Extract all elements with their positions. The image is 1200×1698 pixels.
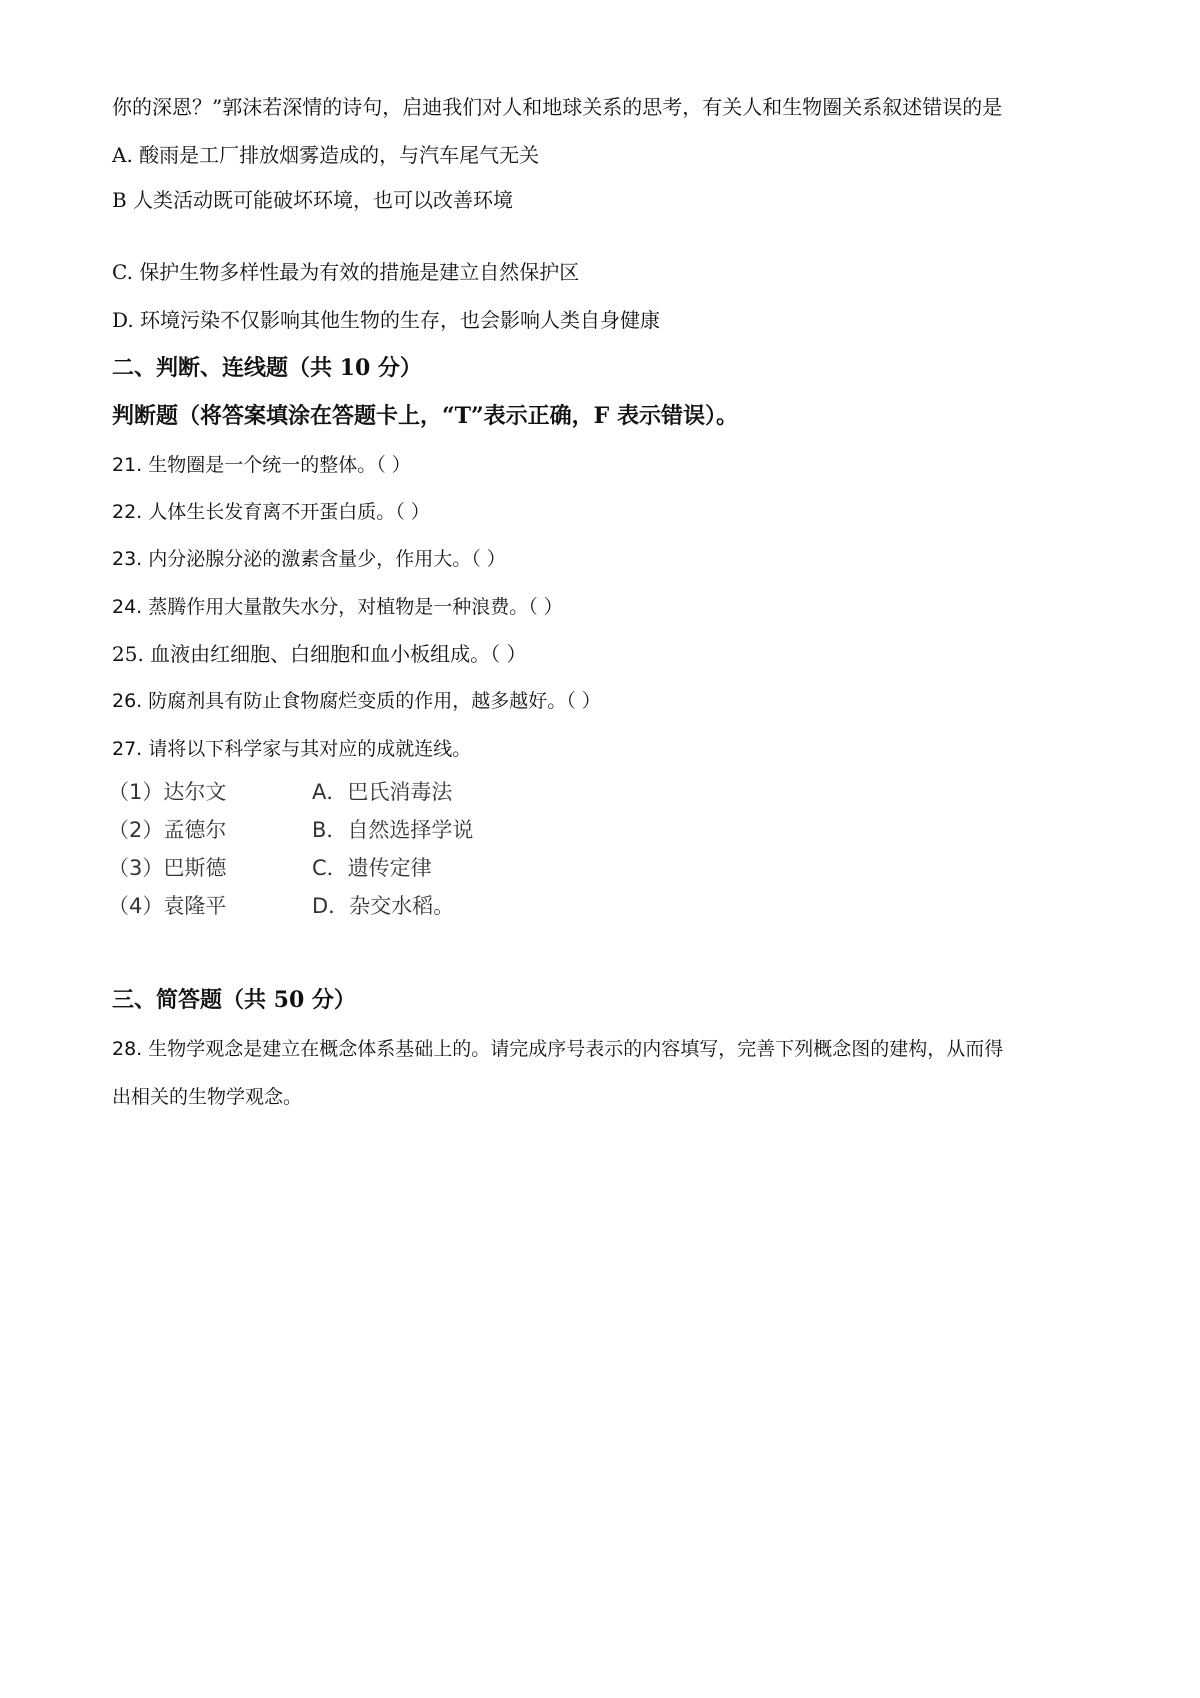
achievement-a: A．巴氏消毒法 [312,780,453,804]
question-20-option-a: A. 酸雨是工厂排放烟雾造成的，与汽车尾气无关 [112,143,540,167]
scientist-pasteur: （3）巴斯德 [108,856,227,880]
question-22: 22. 人体生长发育离不开蛋白质。（ ） [112,501,430,523]
scientist-yuan-longping: （4）袁隆平 [108,894,227,918]
question-21: 21. 生物圈是一个统一的整体。（ ） [112,454,411,476]
question-20-stem: 你的深恩？”郭沫若深情的诗句，启迪我们对人和地球关系的思考，有关人和生物圈关系叙述错误的是 [112,95,1003,119]
question-27: 27. 请将以下科学家与其对应的成就连线。 [112,738,472,760]
scientist-mendel: （2）孟德尔 [108,818,227,842]
question-26: 26. 防腐剂具有防止食物腐烂变质的作用，越多越好。（ ） [112,690,601,712]
scientist-darwin: （1）达尔文 [108,780,227,804]
question-23: 23. 内分泌腺分泌的激素含量少，作用大。（ ） [112,548,506,570]
question-24: 24. 蒸腾作用大量散失水分，对植物是一种浪费。（ ） [112,596,563,618]
question-25: 25. 血液由红细胞、白细胞和血小板组成。（ ） [112,642,527,666]
question-20-option-c: C. 保护生物多样性最为有效的措施是建立自然保护区 [112,260,580,284]
question-28-line-2: 出相关的生物学观念。 [112,1086,303,1108]
achievement-d: D．杂交水稻。 [312,894,455,918]
question-28-line-1: 28. 生物学观念是建立在概念体系基础上的。请完成序号表示的内容填写，完善下列概念图的建构，从而得 [112,1038,1004,1060]
section-2-instructions: 判断题（将答案填涂在答题卡上，“T”表示正确，F 表示错误）。 [112,403,738,429]
question-20-option-d: D. 环境污染不仅影响其他生物的生存，也会影响人类自身健康 [112,308,661,332]
question-20-option-b: B 人类活动既可能破坏环境，也可以改善环境 [112,188,514,212]
achievement-c: C．遗传定律 [312,856,432,880]
section-2-title: 二、判断、连线题（共 10 分） [112,355,422,381]
achievement-b: B．自然选择学说 [312,818,474,842]
section-3-title: 三、简答题（共 50 分） [112,987,356,1013]
